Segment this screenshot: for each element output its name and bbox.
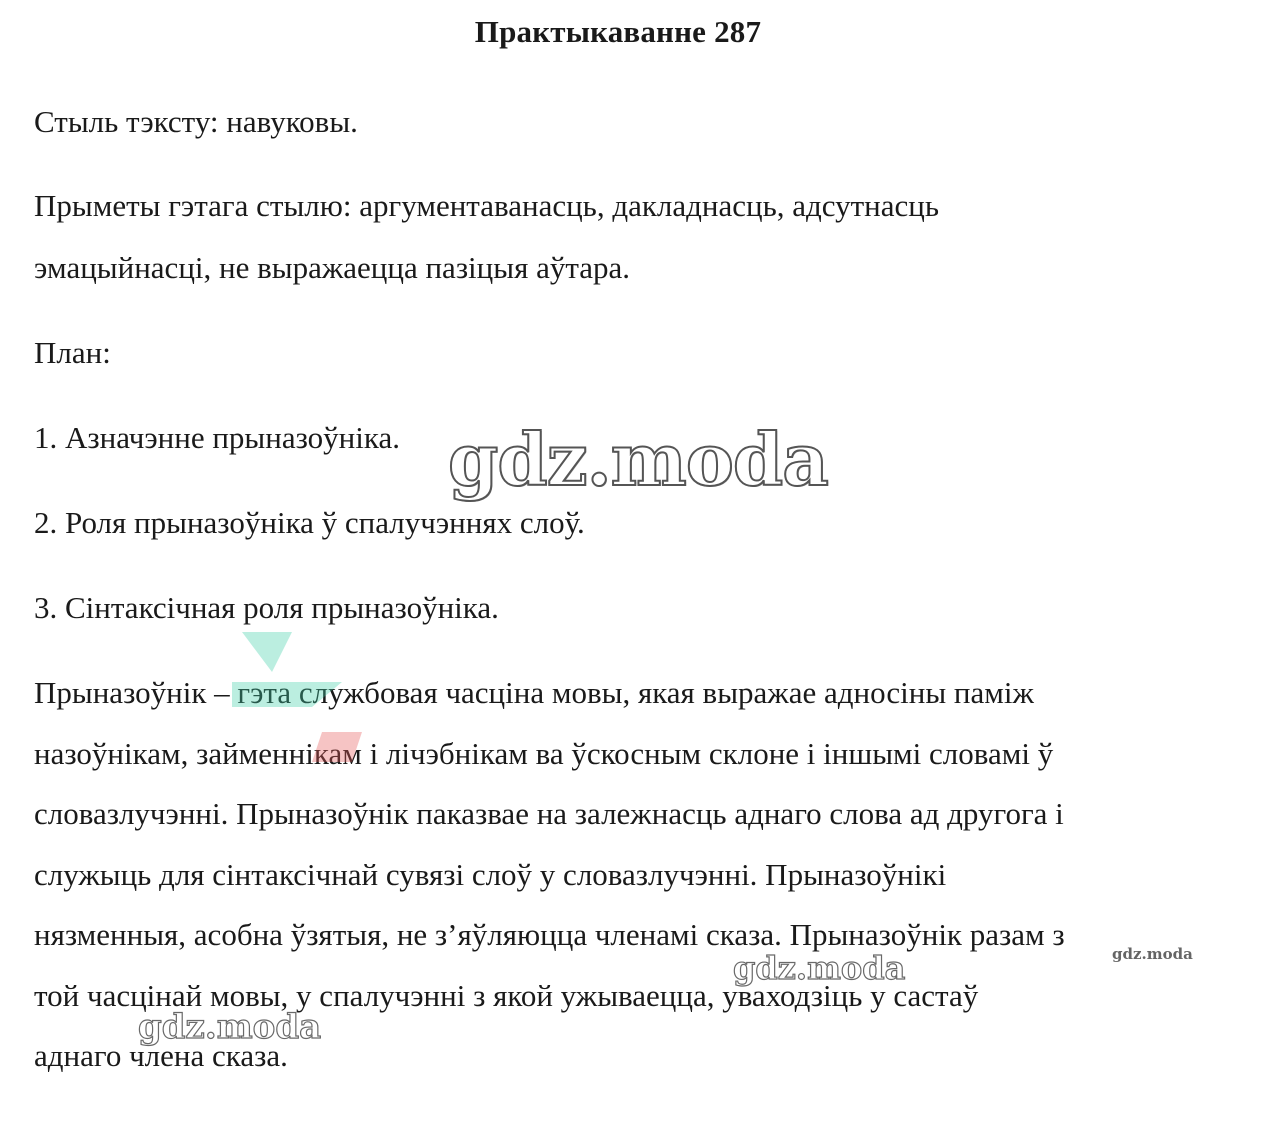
body-paragraph-line-2: назоўнікам, займеннікам і лічэбнікам ва ўскосным склоне і іншымі словамі ў: [34, 736, 1054, 771]
watermark-large: gdz.moda: [448, 417, 828, 502]
text-style-line: Стыль тэксту: навуковы.: [34, 104, 358, 139]
body-paragraph-line-6: той часцінай мовы, у спалучэнні з якой ужываецца, уваходзіць у састаў: [34, 978, 979, 1013]
body-paragraph-line-1: Прыназоўнік – гэта службовая часціна мовы, якая выражае адносіны паміж: [34, 675, 1034, 710]
body-paragraph-line-3: словазлучэнні. Прыназоўнік паказвае на залежнасць аднаго слова ад другога і: [34, 796, 1064, 831]
body-paragraph-line-5: нязменныя, асобна ўзятыя, не з’яўляюцца членамі сказа. Прыназоўнік разам з: [34, 917, 1065, 952]
body-paragraph-line-7: аднаго члена сказа.: [34, 1038, 288, 1073]
plan-item-1: 1. Азначэнне прыназоўніка.: [34, 420, 400, 455]
text-features-line-2: эмацыйнасці, не выражаецца пазіцыя аўтара.: [34, 250, 631, 285]
page-title: Практыкаванне 287: [474, 14, 762, 49]
watermark-medium: gdz.moda: [733, 949, 906, 987]
text-features-line-1: Прыметы гэтага стылю: аргументаванасць, дакладнасць, адсутнасць: [34, 188, 940, 223]
plan-item-2: 2. Роля прыназоўніка ў спалучэннях слоў.: [34, 505, 585, 540]
plan-heading: План:: [34, 335, 111, 370]
body-paragraph-line-4: служыць для сінтаксічнай сувязі слоў у словазлучэнні. Прыназоўнікі: [34, 857, 947, 892]
watermark-medium-left: gdz.moda: [138, 1007, 322, 1047]
watermark-small: gdz.moda: [1112, 945, 1193, 963]
plan-item-3: 3. Сінтаксічная роля прыназоўніка.: [34, 590, 499, 625]
logo-teal-shape: [242, 632, 292, 672]
